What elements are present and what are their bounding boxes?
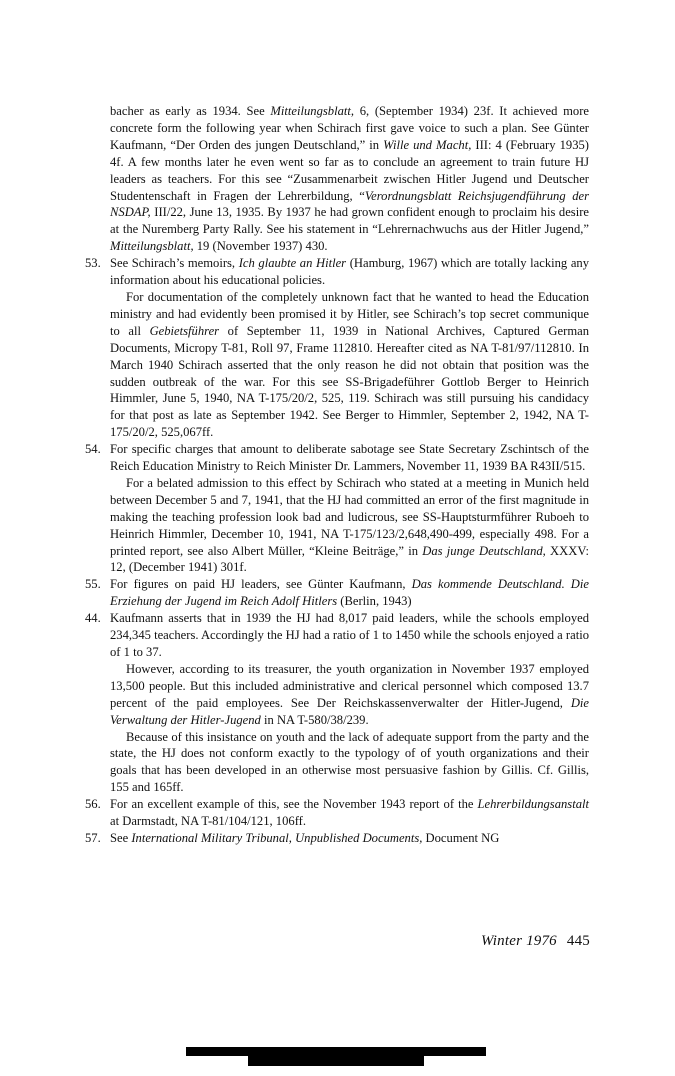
footnote-paragraph — [110, 796, 589, 830]
footnote — [85, 441, 589, 576]
text-run: Document NG — [422, 830, 500, 845]
footnote — [85, 103, 589, 255]
italic-text: Gebietsführer — [149, 323, 220, 338]
footnote-paragraph — [110, 729, 589, 797]
italic-text: Das kommende Deutschland. Die Erziehung der Jugend im Reich Adolf Hitlers — [110, 577, 589, 609]
text-run: For figures on paid HJ leaders, see Günter Kaufmann, — [110, 577, 412, 592]
footnote — [85, 830, 589, 847]
footnote — [85, 576, 589, 610]
text-run: at Darmstadt, NA T-81/104/121, 106ff. — [110, 814, 307, 829]
italic-text: Ich glaubte an Hitler — [238, 256, 347, 271]
footnote-number: 57. — [85, 830, 101, 845]
footnote-paragraph — [110, 441, 589, 475]
italic-text: Wille und Macht, — [383, 137, 472, 152]
text-run: III: 4 (February 1935) 4f. A few months later he even went so far as to conclude an agreement to train future HJ leaders as teachers. For this see “Zusammenarbeit zwischen Hitler Jugend und Deutscher Studentenschaft in Fragen der Lehrerbildung, “ — [110, 137, 589, 203]
footnote — [85, 796, 589, 830]
italic-text: Verordnungsblatt Reichsjugendführung der NSDAP, — [110, 188, 589, 220]
text-run: bacher as early as 1934. See — [110, 104, 271, 118]
text-run: III/22, June 13, 1935. By 1937 he had grown confident enough to proclaim his desire at the Nuremberg Party Rally. See his statement in “Lehrernachwuchs aus der Hitler Jugend,” — [110, 205, 589, 237]
issue-label: Winter 1976 — [480, 933, 557, 949]
italic-text: Mitteilungsblatt, — [270, 104, 355, 118]
text-run: (Hamburg, 1967) which are totally lacking any information about his educational policies. — [110, 256, 589, 288]
italic-text: Lehrerbildungsanstalt — [477, 797, 589, 812]
footnote-paragraph — [110, 576, 589, 610]
footnote — [85, 255, 589, 441]
italic-text: International Military Tribunal, Unpublished Documents, — [131, 830, 423, 845]
footnote — [85, 610, 589, 796]
footnote-paragraph — [110, 289, 589, 441]
footnote-number: 55. — [85, 577, 101, 592]
text-run: 6, (September 1934) 23f. It achieved more concrete form the following year when Schirach first gave voice to such a plan. See Günter Kaufmann, “Der Orden des jungen Deutschland,” in — [110, 104, 590, 152]
footnote-paragraph — [110, 661, 589, 729]
footnote-number: 44. — [85, 611, 101, 626]
footnote-paragraph — [110, 475, 589, 576]
text-run: See Schirach’s memoirs, — [110, 256, 239, 271]
text-run: XXXV: 12, (December 1941) 301f. — [110, 543, 590, 575]
footnote-paragraph — [110, 255, 589, 289]
footnote-paragraph — [110, 610, 589, 661]
text-run: For a belated admission to this effect by Schirach who stated at a meeting in Munich held between December 5 and 7, 1941, that the HJ had committed an error of the first magnitude in making the teaching profession look bad and ludicrous, see SS-Hauptsturmführer Ruboeh to Heinrich Himmler, December 10, 1941, NA T-175/123/2,648,490-499, especially 498. For a printed report, see also Albert Müller, “Kleine Beiträge,” in — [110, 475, 589, 558]
text-run: See — [110, 830, 132, 845]
text-run: Kaufmann asserts that in 1939 the HJ had 8,017 paid leaders, while the schools employed 234,345 teachers. Accordingly the HJ had a ratio of 1 to 1450 while the schools enjoyed a ratio of 1 to 37. — [110, 611, 589, 659]
italic-text: Die Verwaltung der Hitler-Jugend — [110, 695, 589, 727]
footnote-paragraph — [110, 830, 589, 847]
text-run: However, according to its treasurer, the youth organization in November 1937 employed 13,500 people. But this included administrative and clerical personnel which composed 13.7 percent of the paid employees. See Der Reichskassenverwalter der Hitler-Jugend, — [110, 661, 589, 710]
text-run: For an excellent example of this, see the November 1943 report of the — [110, 797, 478, 812]
italic-text: Mitteilungsblatt, — [110, 239, 194, 254]
text-run: For documentation of the completely unknown fact that he wanted to head the Education ministry and had evidently been promised it by Hitler, see Schirach’s top secret communique to all — [110, 289, 589, 338]
scan-bar-bottom — [248, 1056, 424, 1066]
text-run: in NA T-580/38/239. — [260, 712, 369, 727]
footnotes — [85, 103, 589, 847]
footnote-number: 54. — [85, 442, 101, 457]
text-run: (Berlin, 1943) — [337, 594, 412, 609]
text-run: Because of this insistance on youth and the lack of adequate support from the party and the state, the HJ does not conform exactly to the typology of of youth organizations and their goals that has been developed in an otherwise most persuasive fashion by Gillis. Cf. Gillis, 155 and 165ff. — [110, 729, 589, 795]
text-run: of September 11, 1939 in National Archives, Captured German Documents, Micropy T-81, Roll 97, Frame 112810. Hereafter cited as NA T-81/97/112810. In March 1940 Schirach asserted that the only reason he did not obtain that position was the sudden outbreak of the war. For this see SS-Brigadeführer Gottlob Berger to Heinrich Himmler, June 5, 1940, NA T-175/20/2, 525, 119. Schirach was still pursuing his candidacy for that post as late as September 1942. See Berger to Himmler, September 2, 1942, NA T-175/20/2, 525,067ff. — [110, 323, 589, 440]
italic-text: Das junge Deutschland, — [422, 543, 546, 558]
text-run: 19 (November 1937) 430. — [193, 239, 328, 254]
page-footer — [440, 933, 590, 950]
footnote-number: 56. — [85, 797, 101, 812]
footnote-paragraph — [110, 103, 589, 255]
scan-bar-top — [186, 1047, 486, 1056]
text-run: For specific charges that amount to deliberate sabotage see State Secretary Zschintsch of the Reich Education Ministry to Reich Minister Dr. Lammers, November 11, 1939 BA R43II/515. — [110, 442, 589, 474]
footnote-number: 53. — [85, 256, 101, 271]
page-number: 445 — [566, 933, 590, 949]
